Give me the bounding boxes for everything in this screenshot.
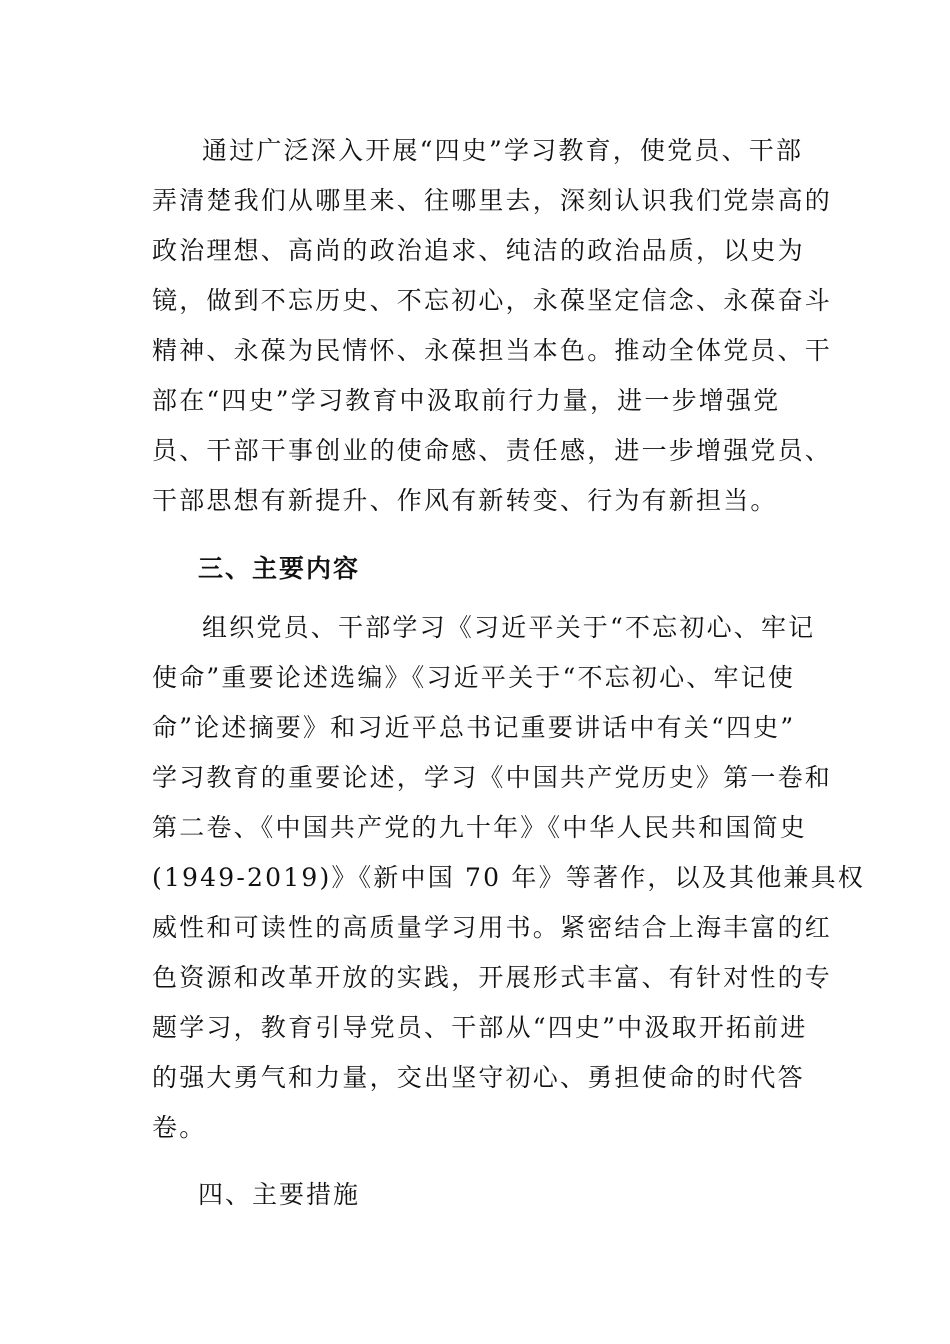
paragraph-line: 的强大勇气和力量，交出坚守初心、勇担使命的时代答 bbox=[152, 1063, 805, 1092]
section-heading-main-content: 三、主要内容 bbox=[198, 554, 361, 583]
paragraph-line: 通过广泛深入开展“四史”学习教育，使党员、干部 bbox=[202, 136, 804, 165]
paragraph-line: 镜，做到不忘历史、不忘初心，永葆坚定信念、永葆奋斗 bbox=[152, 286, 833, 315]
paragraph-line: 命”论述摘要》和习近平总书记重要讲话中有关“四史” bbox=[152, 713, 796, 742]
paragraph-line: 部在“四史”学习教育中汲取前行力量，进一步增强党 bbox=[152, 386, 781, 415]
paragraph-line: 使命”重要论述选编》《习近平关于“不忘初心、牢记使 bbox=[152, 663, 796, 692]
paragraph-line: (1949-2019)》《新中国 70 年》等著作，以及其他兼具权 bbox=[152, 863, 866, 892]
paragraph-line: 精神、永葆为民情怀、永葆担当本色。推动全体党员、干 bbox=[152, 336, 833, 365]
paragraph-purpose bbox=[152, 126, 833, 526]
paragraph-line: 题学习，教育引导党员、干部从“四史”中汲取开拓前进 bbox=[152, 1013, 808, 1042]
paragraph-line: 学习教育的重要论述，学习《中国共产党历史》第一卷和 bbox=[152, 763, 833, 792]
paragraph-line: 政治理想、高尚的政治追求、纯洁的政治品质，以史为 bbox=[152, 236, 805, 265]
paragraph-line: 组织党员、干部学习《习近平关于“不忘初心、牢记 bbox=[202, 613, 816, 642]
paragraph-line: 威性和可读性的高质量学习用书。紧密结合上海丰富的红 bbox=[152, 913, 833, 942]
paragraph-line: 弄清楚我们从哪里来、往哪里去，深刻认识我们党崇高的 bbox=[152, 186, 833, 215]
paragraph-line: 干部思想有新提升、作风有新转变、行为有新担当。 bbox=[152, 486, 778, 515]
section-heading-main-measures: 四、主要措施 bbox=[198, 1180, 361, 1209]
paragraph-line: 第二卷、《中国共产党的九十年》《中华人民共和国简史 bbox=[152, 813, 808, 842]
paragraph-line: 卷。 bbox=[152, 1113, 207, 1142]
paragraph-main-content bbox=[152, 603, 866, 1153]
paragraph-line: 色资源和改革开放的实践，开展形式丰富、有针对性的专 bbox=[152, 963, 833, 992]
paragraph-line: 员、干部干事创业的使命感、责任感，进一步增强党员、 bbox=[152, 436, 833, 465]
